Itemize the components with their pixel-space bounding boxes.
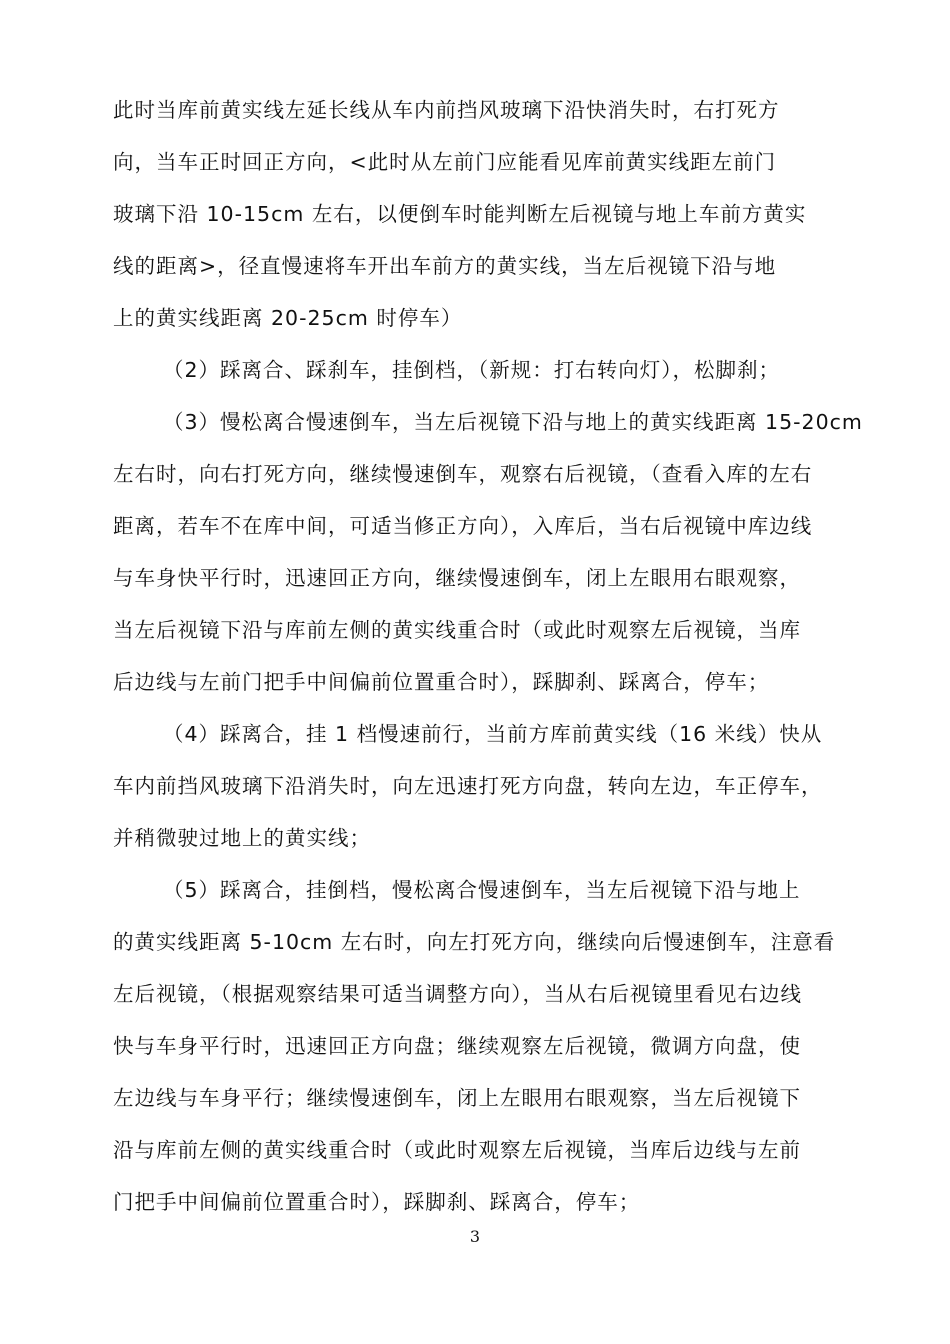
text-line: 沿与库前左侧的黄实线重合时（或此时观察左后视镜，当库后边线与左前 bbox=[113, 1138, 801, 1162]
text-line: 左边线与车身平行；继续慢速倒车，闭上左眼用右眼观察，当左后视镜下 bbox=[113, 1086, 801, 1110]
text-line: 后边线与左前门把手中间偏前位置重合时），踩脚刹、踩离合，停车； bbox=[113, 670, 770, 694]
page-number: 3 bbox=[469, 1227, 481, 1246]
text-line: 与车身快平行时，迅速回正方向，继续慢速倒车，闭上左眼用右眼观察， bbox=[113, 566, 801, 590]
text-line: 此时当库前黄实线左延长线从车内前挡风玻璃下沿快消失时，右打死方 bbox=[113, 98, 780, 122]
text-line: 向，当车正时回正方向，<此时从左前门应能看见库前黄实线距左前门 bbox=[113, 150, 777, 174]
paragraph-line-5: （5）踩离合，挂倒档，慢松离合慢速倒车，当左后视镜下沿与地上 bbox=[163, 878, 801, 902]
paragraph-line-4: （4）踩离合，挂 1 档慢速前行，当前方库前黄实线（16 米线）快从 bbox=[163, 722, 823, 746]
paragraph-line-3: （3）慢松离合慢速倒车，当左后视镜下沿与地上的黄实线距离 15-20cm bbox=[163, 410, 863, 434]
text-line: 左后视镜，（根据观察结果可适当调整方向），当从右后视镜里看见右边线 bbox=[113, 982, 802, 1006]
text-line: 的黄实线距离 5-10cm 左右时，向左打死方向，继续向后慢速倒车，注意看 bbox=[113, 930, 836, 954]
text-line: 车内前挡风玻璃下沿消失时，向左迅速打死方向盘，转向左边，车正停车， bbox=[113, 774, 823, 798]
paragraph-line-2: （2）踩离合、踩刹车，挂倒档，（新规：打右转向灯），松脚刹； bbox=[163, 358, 781, 382]
text-line: 距离，若车不在库中间，可适当修正方向），入库后，当右后视镜中库边线 bbox=[113, 514, 813, 538]
text-line: 玻璃下沿 10-15cm 左右，以便倒车时能判断左后视镜与地上车前方黄实 bbox=[113, 202, 807, 226]
text-line: 左右时，向右打死方向，继续慢速倒车，观察右后视镜，（查看入库的左右 bbox=[113, 462, 813, 486]
text-line: 门把手中间偏前位置重合时），踩脚刹、踩离合，停车； bbox=[113, 1190, 641, 1214]
text-line: 上的黄实线距离 20-25cm 时停车） bbox=[113, 306, 463, 330]
text-line: 线的距离>，径直慢速将车开出车前方的黄实线，当左后视镜下沿与地 bbox=[113, 254, 777, 278]
text-line: 当左后视镜下沿与库前左侧的黄实线重合时（或此时观察左后视镜，当库 bbox=[113, 618, 801, 642]
text-line: 并稍微驶过地上的黄实线； bbox=[113, 826, 371, 850]
text-line: 快与车身平行时，迅速回正方向盘；继续观察左后视镜，微调方向盘，使 bbox=[113, 1034, 801, 1058]
